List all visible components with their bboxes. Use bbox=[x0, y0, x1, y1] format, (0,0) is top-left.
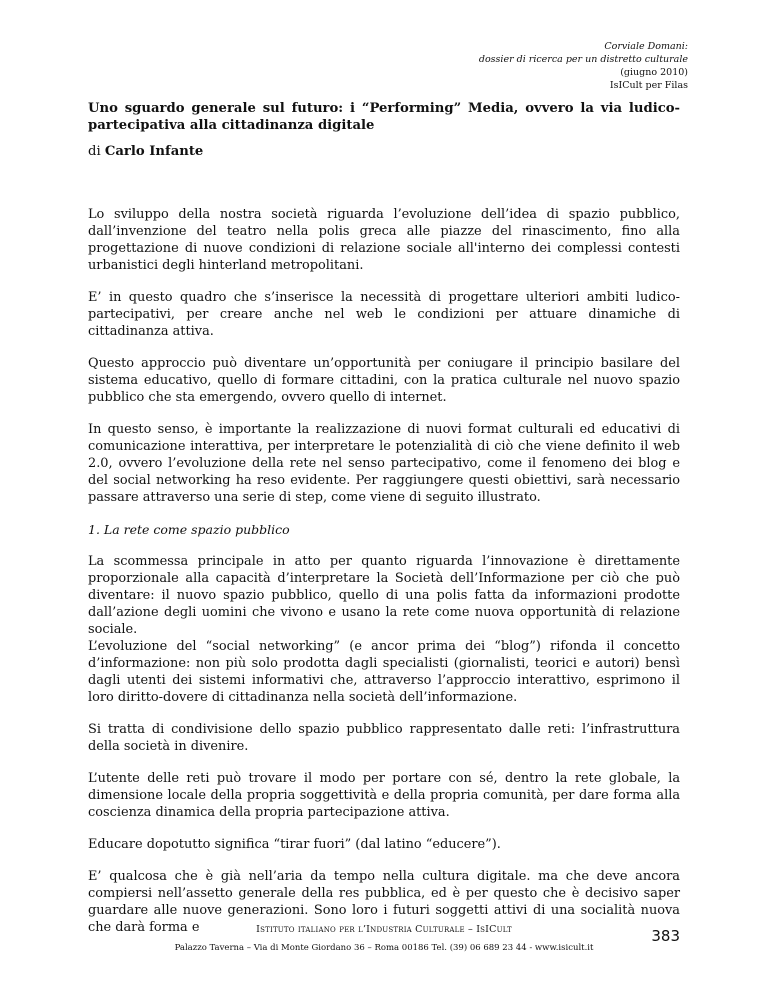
paragraph: In questo senso, è importante la realizzazione di nuovi format culturali ed educativi di comunicazione interattiva, per interpretare le potenzialità di ciò che viene definito il web 2.0, ovvero l’evoluzione della rete nel senso partecipativo, come il fenomeno dei blog e del social networking ha reso evidente. Per raggiungere questi obiettivi, sarà necessario passare attraverso una serie di step, come viene di seguito illustrato. bbox=[88, 422, 680, 505]
article-title: Uno sguardo generale sul futuro: i “Performing” Media, ovvero la via ludico-partecipativa alla cittadinanza digitale bbox=[88, 101, 680, 133]
paragraph: L’utente delle reti può trovare il modo per portare con sé, dentro la rete globale, la dimensione locale della propria soggettività e della propria comunità, per dare forma alla coscienza dinamica della propria partecipazione attiva. bbox=[88, 771, 680, 820]
paragraph: L’evoluzione del “social networking” (e ancor prima dei “blog”) rifonda il concetto d’informazione: non più solo prodotta dagli specialisti (giornalisti, teorici e autori) bensì dagli utenti dei sistemi informativi che, attraverso l’approccio interattivo, esprimono il loro diritto-dovere di cittadinanza nella società dell’informazione. bbox=[88, 639, 680, 705]
header-line-1: Corviale Domani: bbox=[604, 41, 688, 52]
author-name: Carlo Infante bbox=[104, 144, 204, 159]
article-body bbox=[88, 206, 680, 951]
footer-institute: Istituto italiano per l’Industria Culturale – IsICult bbox=[256, 924, 512, 935]
section-heading: 1. La rete come spazio pubblico bbox=[88, 522, 290, 537]
paragraph: Educare dopotutto significa “tirar fuori” (dal latino “educere”). bbox=[88, 837, 501, 852]
header-line-4: IsICult per Filas bbox=[609, 80, 688, 91]
header-line-3: (giugno 2010) bbox=[620, 67, 688, 78]
paragraph: La scommessa principale in atto per quanto riguarda l’innovazione è direttamente proporzionale alla capacità d’interpretare la Società dell’Informazione per ciò che può diventare: il nuovo spazio pubblico, quello di una polis fatta da informazioni prodotte dall’azione degli uomini che vivono e usano la rete come nuova opportunità di relazione sociale. bbox=[88, 554, 680, 637]
page-number: 383 bbox=[651, 927, 680, 945]
paragraph: E’ in questo quadro che s’inserisce la necessità di progettare ulteriori ambiti ludico-partecipativi, per creare anche nel web le condizioni per attuare dinamiche di cittadinanza attiva. bbox=[88, 290, 680, 339]
byline-prefix: di bbox=[88, 144, 101, 159]
paragraph: Si tratta di condivisione dello spazio pubblico rappresentato dalle reti: l’infrastruttura della società in divenire. bbox=[88, 722, 680, 754]
running-header bbox=[479, 40, 688, 92]
paragraph: Lo sviluppo della nostra società riguarda l’evoluzione dell’idea di spazio pubblico, dall’invenzione del teatro nella polis greca alle piazze del rinascimento, fino alla progettazione di nuove condizioni di relazione sociale all'interno dei complessi contesti urbanistici degli hinterland metropolitani. bbox=[88, 207, 680, 273]
paragraph: Questo approccio può diventare un’opportunità per coniugare il principio basilare del sistema educativo, quello di formare cittadini, con la pratica culturale nel nuovo spazio pubblico che sta emergendo, ovvero quello di internet. bbox=[88, 356, 680, 405]
paragraph: E’ qualcosa che è già nell’aria da tempo nella cultura digitale. ma che deve ancora compiersi nell’assetto generale della res pubblica, ed è per questo che è decisivo saper guardare alle nuove generazioni. Sono loro i futuri soggetti attivi di una socialità nuova che darà forma e bbox=[88, 869, 680, 935]
footer-address: Palazzo Taverna – Via di Monte Giordano 36 – Roma 00186 Tel. (39) 06 689 23 44 - www.isicult.it bbox=[174, 943, 594, 953]
byline bbox=[88, 144, 203, 159]
header-line-2: dossier di ricerca per un distretto culturale bbox=[478, 54, 688, 65]
